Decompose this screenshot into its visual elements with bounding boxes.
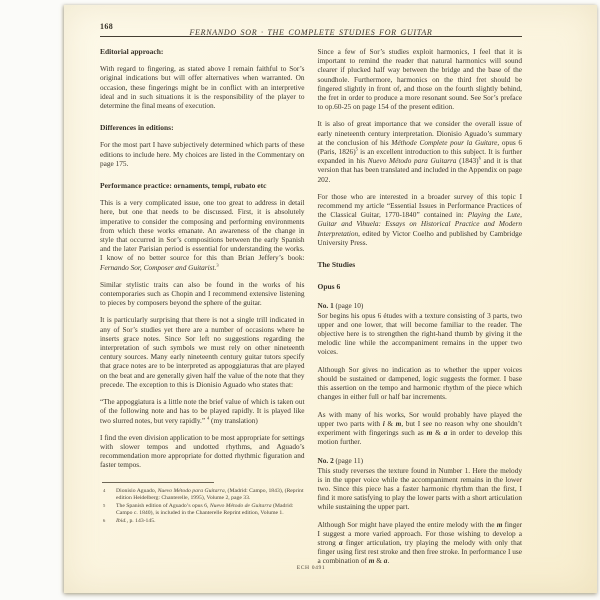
study-2-paragraph-2: Although Sor might have played the entire melody with the m finger I suggest a more varied approach. For those wishing to develop a strong a finger articulation, try playing the melody with only that finger using first rest stroke and then free stroke. In performance I use a combination of m & a. [317,519,523,566]
footnote-text: Dionisio Aguado, Nuevo Método para Guitarra, (Madrid: Campo, 1843), (Reprint edition Heidelberg: Chanterelle, 1995), Volume 2, page 33. [116,487,304,501]
book-page [64,5,597,593]
footnote-item [100,503,305,517]
study-1-title: No. 1 (page 10) [317,301,364,311]
heading-differences-in-editions: Differences in editions: [100,123,174,133]
footnote-list [100,488,305,525]
footnote-marker: 4 [103,487,106,493]
page-number: 168 [100,22,114,31]
footnote-marker: 6 [103,517,106,523]
footnote-text: Ibid., p. 143-145. [116,517,156,524]
paragraph-performance-2: Similar stylistic traits can also be found in the works of his contemporaries such as Chopin and I recommend extensive listening to pieces by composers beyond the sphere of the guitar. [100,279,305,308]
study-1-paragraph-3: As with many of his works, Sor would probably have played the upper two parts with i & m, but I see no reason why one shouldn’t experiment with fingerings such as m & a in order to develop this motion further. [317,409,523,447]
paragraph-article: For those who are interested in a broader survey of this topic I recommend my article “Essential Issues in Performance Practices of the Classical Guitar, 1770-1840” contained in: Playing the Lute, Guitar and Vihuela: Essays on Historical Practice and Modern Interpretation, edited by Victor Coelho and published by Cambridge University Press. [317,191,522,247]
footnote-marker: 5 [103,502,106,508]
right-column [318,47,523,574]
paragraph-differences: For the most part I have subjectively determined which parts of these editions to include here. My choices are listed in the Commentary on page 175. [100,140,305,168]
plate-number: ECH 0491 [296,565,326,571]
page-content [100,22,522,574]
left-column [100,47,305,574]
two-column-layout [100,47,522,574]
heading-editorial-approach: Editorial approach: [100,47,164,56]
study-2-title: No. 2 (page 11) [317,456,364,466]
heading-opus-6: Opus 6 [317,282,341,292]
paragraph-harmonics: Since a few of Sor’s studies exploit harmonics, I feel that it is important to remind the reader that natural harmonics will sound clearer if plucked half way between the bridge and the base of the soundhole. Furthermore, harmonics on the third fret should be fingered slightly in front of, and those on the fourth slightly behind, the fret in order to produce a more resonant sound. See Sor’s preface to op.60-25 on page 154 of the present edition. [317,47,522,112]
heading-performance-practice: Performance practice: ornaments, tempi, rubato etc [100,181,267,191]
paragraph-even-division: I find the even division application to be most appropriate for settings with slower tempos and undotted rhythms, and Aguado’s recommendation more appropriate for dotted rhythmic figuration and faster tempos. [100,432,305,470]
paragraph-performance-1: This is a very complicated issue, one too great to address in detail here, but one that needs to be discussed. First, it is absolutely imperative to consider the composing and performing environments from which these works emanate. An awareness of the change in style that occurred in Sor’s compositions between the early Spanish and the later Parisian period is essential for understanding the works. I know of no better source for this than Brian Jeffery’s book: Fernando Sor, Composer and Guitarist.$^3$ [100,198,305,272]
paragraph-aguado-quote: “The appoggiatura is a little note the brief value of which is taken out of the following note and has to be played rapidly. It is played like two slurred notes, but very rapidly.” $^4$ (my translation) [100,397,305,425]
running-title: FERNANDO SOR · THE COMPLETE STUDIES FOR GUITAR [189,28,433,37]
page-header [100,22,522,37]
paragraph-performance-3: It is particularly surprising that there is not a single trill indicated in any of Sor’s studies yet there are a number of occasions where he inserts grace notes. Since Sor left no suggestions regarding the interpretation of such symbols we must rely on other nineteenth century sources. Many early nineteenth century guitar tutors specify that grace notes are to be interpreted as appoggiaturas that are played on the beat and are generally given half the value of the note that they precede. The exception to this is Dionisio Aguado who states that: [100,315,305,389]
paragraph-editorial: With regard to fingering, as stated above I remain faithful to Sor’s original indications but will offer alternatives when warranted. On occasion, these fingerings might be in conflict with an interpretive ideal and in such situations it is the responsibility of the player to determine the final means of execution. [100,64,305,111]
footnote-divider [102,482,214,483]
study-1-paragraph-2: Although Sor gives no indication as to whether the upper voices should be sustained or dampened, logic suggests the former. I base this assertion on the tempo and harmonic rhythm of the piece which changes in either full or half bar increments. [317,364,522,402]
footnote-item [100,488,305,502]
footnote-item [100,518,305,525]
study-1-paragraph-1: Sor begins his opus 6 études with a texture consisting of 3 parts, two upper and one lower, that will become familiar to the reader. The objective here is to strengthen the right-hand thumb by giving it the melodic line while the accompaniment remains in the upper two voices. [317,310,522,357]
heading-the-studies: The Studies [317,260,356,270]
paragraph-interpretation: It is also of great importance that we consider the overall issue of early nineteenth century interpretation. Dionisio Aguado’s summary at the conclusion of his Méthode Complete pour la Guitare, opus 6 (Paris, 1826)$^5$ is an excellent introduction to this subject. It is further expanded in his Nuevo Método para Guitarra $(1843)^6$ and it is that version that has been translated and included in the Appendix on page 202. [317,119,523,184]
study-2-paragraph-1: This study reverses the texture found in Number 1. Here the melody is in the upper voice while the accompaniment remains in the lower two. Since this piece has a faster harmonic rhythm than the first, I find it more satisfying to play the lower parts with a short articulation while sustaining the upper part. [317,465,522,512]
footnote-text: The Spanish edition of Aguado’s opus 6, Nuevo Método de Guitarra (Madrid: Campo c. 1840), is included in the Chanterelle Reprint edition, Volume 1. [116,502,294,516]
